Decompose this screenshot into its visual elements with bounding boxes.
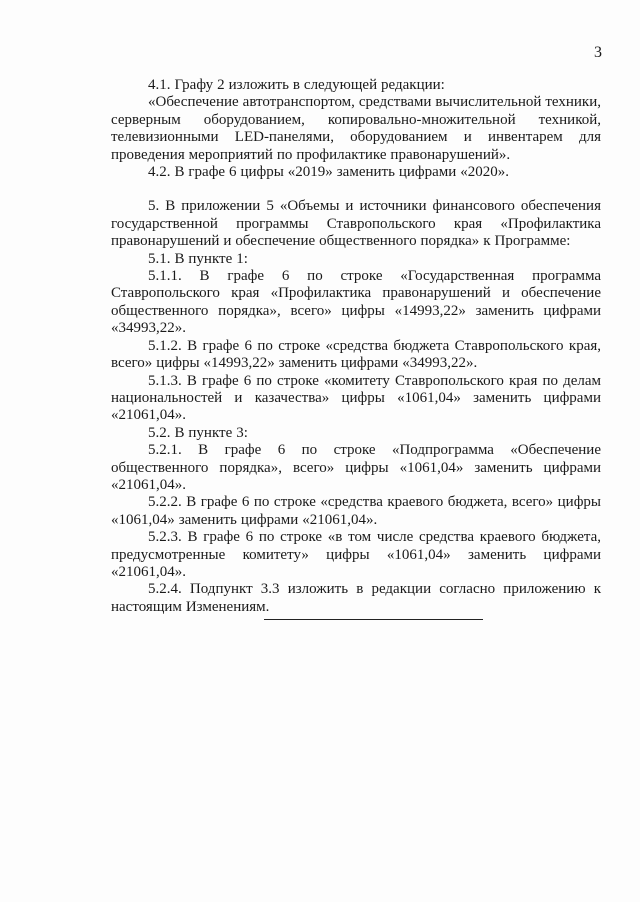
paragraph-5-2-1: 5.2.1. В графе 6 по строке «Подпрограмма «Обеспечение общественного порядка», всего» цифры «1061,04» заменить цифрами «21061,04». bbox=[111, 442, 601, 493]
paragraph-5-1-2: 5.1.2. В графе 6 по строке «средства бюджета Ставропольского края, всего» цифры «14993,22» заменить цифрами «34993,22». bbox=[111, 337, 601, 372]
paragraph-5: 5. В приложении 5 «Объемы и источники финансового обеспечения государственной программы Ставропольского края «Профилактика правонарушений и обеспечение общественного порядка» к Программе: bbox=[111, 198, 601, 250]
paragraph-5-1-3: 5.1.3. В графе 6 по строке «комитету Ставропольского края по делам национальностей и казачества» цифры «1061,04» заменить цифрами «21061,04». bbox=[111, 372, 601, 424]
paragraph-5-2-2: 5.2.2. В графе 6 по строке «средства краевого бюджета, всего» цифры «1061,04» заменить цифрами «21061,04». bbox=[111, 494, 601, 528]
paragraph-4-1-text: «Обеспечение автотранспортом, средствами вычислительной техники, серверным оборудованием, копировально-множительной техникой, телевизионными LED-панелями, оборудованием и инвентарем для проведения мероприятий по профилактике правонарушений». bbox=[111, 94, 601, 163]
paragraph-5-2: 5.2. В пункте 3: bbox=[148, 424, 248, 441]
paragraph-5-2-4: 5.2.4. Подпункт 3.3 изложить в редакции согласно приложению к настоящим Изменениям. bbox=[111, 581, 601, 615]
paragraph-gap bbox=[111, 181, 601, 198]
document-body bbox=[111, 77, 601, 616]
paragraph-5-1-1: 5.1.1. В графе 6 по строке «Государственная программа Ставропольского края «Профилактика правонарушений и обеспечение общественного порядка», всего» цифры «14993,22» заменить цифрами «34993,22». bbox=[111, 268, 601, 337]
end-divider-line bbox=[264, 619, 483, 620]
page-number: 3 bbox=[594, 44, 602, 61]
paragraph-4-1: 4.1. Графу 2 изложить в следующей редакции: bbox=[148, 77, 445, 93]
paragraph-5-2-3: 5.2.3. В графе 6 по строке «в том числе средства краевого бюджета, предусмотренные комитету» цифры «1061,04» заменить цифрами «21061,04». bbox=[111, 529, 601, 580]
paragraph-4-2: 4.2. В графе 6 цифры «2019» заменить цифрами «2020». bbox=[148, 164, 510, 181]
paragraph-5-1: 5.1. В пункте 1: bbox=[148, 250, 248, 267]
